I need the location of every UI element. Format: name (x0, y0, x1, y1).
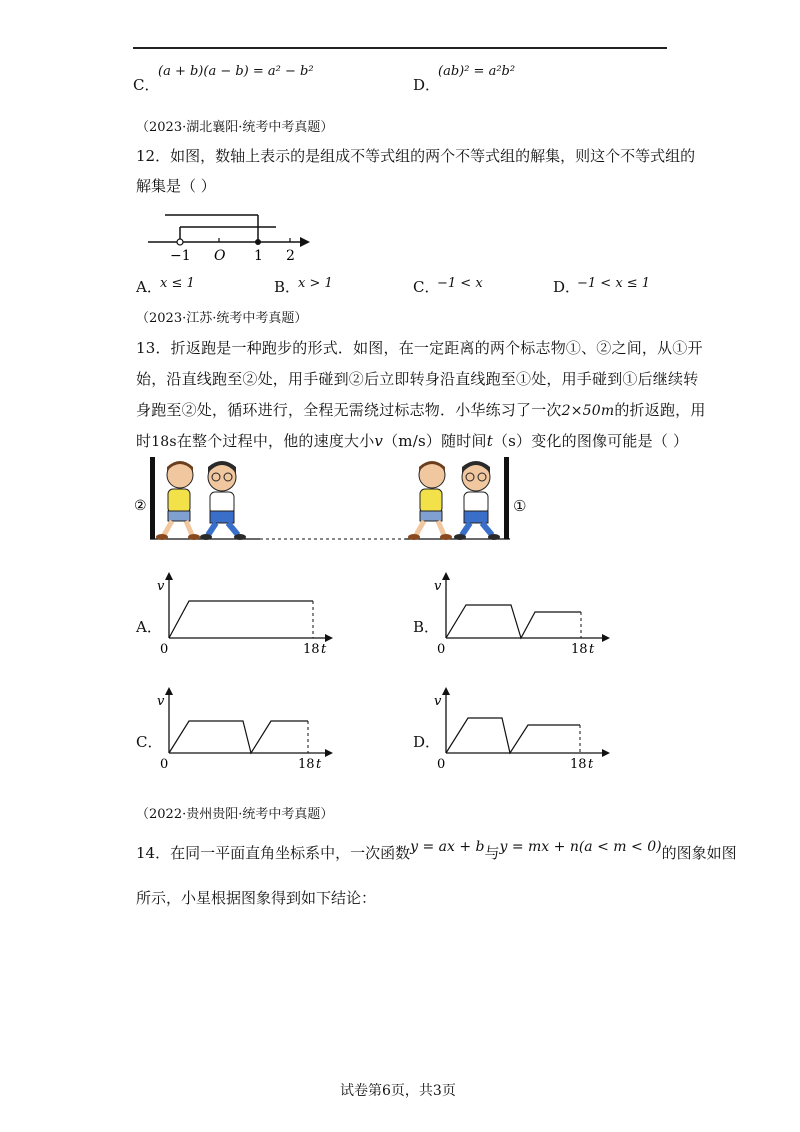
top-rule (133, 47, 667, 49)
q13-source: （2023·江苏·统考中考真题） (136, 311, 308, 326)
q12-line1: 12．如图，数轴上表示的是组成不等式组的两个不等式组的解集，则这个不等式组的 (136, 147, 696, 165)
q13-line4: 时18s在整个过程中，他的速度大小v（m/s）随时间t（s）变化的图像可能是（ ） (136, 432, 689, 450)
q13-option-d-label: D． (413, 733, 441, 751)
q12-line2: 解集是（ ） (136, 177, 216, 195)
q12-option-c-label: C． (413, 278, 440, 296)
q12-option-b-expr: x > 1 (298, 276, 333, 291)
svg-text:v: v (434, 694, 442, 709)
tick-2: 2 (286, 248, 295, 264)
prev-option-c-expr: (a + b)(a − b) = a² − b² (158, 64, 314, 79)
prev-option-d-expr: (ab)² = a²b² (438, 64, 516, 79)
q13-graph-c (155, 685, 335, 775)
q13-option-a-label: A． (136, 618, 162, 636)
q13-shuttle-run-illustration (130, 455, 530, 545)
marker-2: ② (134, 498, 147, 514)
q13-graph-b (432, 570, 612, 660)
svg-text:v: v (157, 694, 165, 709)
tick-origin: O (214, 248, 226, 264)
q12-option-a-expr: x ≤ 1 (160, 276, 195, 291)
tick-1: 1 (254, 248, 263, 264)
svg-text:0: 0 (437, 757, 446, 772)
q13-option-b-label: B． (413, 618, 440, 636)
svg-text:0: 0 (437, 642, 446, 657)
svg-text:v: v (434, 579, 442, 594)
svg-text:0: 0 (160, 757, 169, 772)
q14-line1: 14．在同一平面直角坐标系中，一次函数y = ax + b与y = mx + n(a < m < 0)的图象如图 (136, 839, 737, 862)
kid-blue-left (200, 461, 246, 540)
page-footer: 试卷第6页，共3页 (340, 1083, 456, 1099)
q13-line2: 始，沿直线跑至②处，用手碰到②后立即转身沿直线跑至①处，用手碰到①后继续转 (136, 370, 699, 388)
right-marker-post (504, 457, 509, 539)
svg-text:t: t (316, 757, 322, 772)
q13-line3: 身跑至②处，循环进行，全程无需绕过标志物．小华练习了一次2×50m的折返跑，用 (136, 401, 706, 419)
kid-yellow-right (408, 461, 452, 540)
q13-option-c-label: C． (136, 733, 163, 751)
q12-option-c-expr: −1 < x (437, 276, 483, 291)
svg-text:18: 18 (298, 757, 315, 772)
left-marker-post (150, 457, 155, 539)
q13-graph-a (155, 570, 335, 660)
svg-text:t: t (588, 757, 594, 772)
kid-yellow-left (156, 461, 200, 540)
svg-text:18: 18 (570, 757, 587, 772)
q12-number-line (140, 205, 320, 265)
svg-text:0: 0 (160, 642, 169, 657)
q12-option-d-label: D． (553, 278, 581, 296)
svg-text:t: t (589, 642, 595, 657)
tick-neg1: −1 (170, 248, 191, 264)
q13-graph-d (432, 685, 612, 775)
q14-source: （2022·贵州贵阳·统考中考真题） (136, 807, 334, 822)
q12-option-d-expr: −1 < x ≤ 1 (577, 276, 651, 291)
svg-text:18: 18 (303, 642, 320, 657)
prev-option-c-label: C． (133, 76, 160, 94)
prev-option-d-label: D． (413, 76, 441, 94)
svg-text:v: v (157, 579, 165, 594)
marker-1: ① (513, 497, 527, 515)
kid-blue-right (454, 461, 500, 540)
q12-source: （2023·湖北襄阳·统考中考真题） (136, 120, 334, 135)
q12-option-b-label: B． (274, 278, 301, 296)
svg-text:18: 18 (571, 642, 588, 657)
q12-option-a-label: A． (136, 278, 162, 296)
q14-line2: 所示，小星根据图象得到如下结论： (136, 889, 377, 907)
svg-text:t: t (321, 642, 327, 657)
q13-line1: 13．折返跑是一种跑步的形式．如图，在一定距离的两个标志物①、②之间，从①开 (136, 339, 703, 357)
